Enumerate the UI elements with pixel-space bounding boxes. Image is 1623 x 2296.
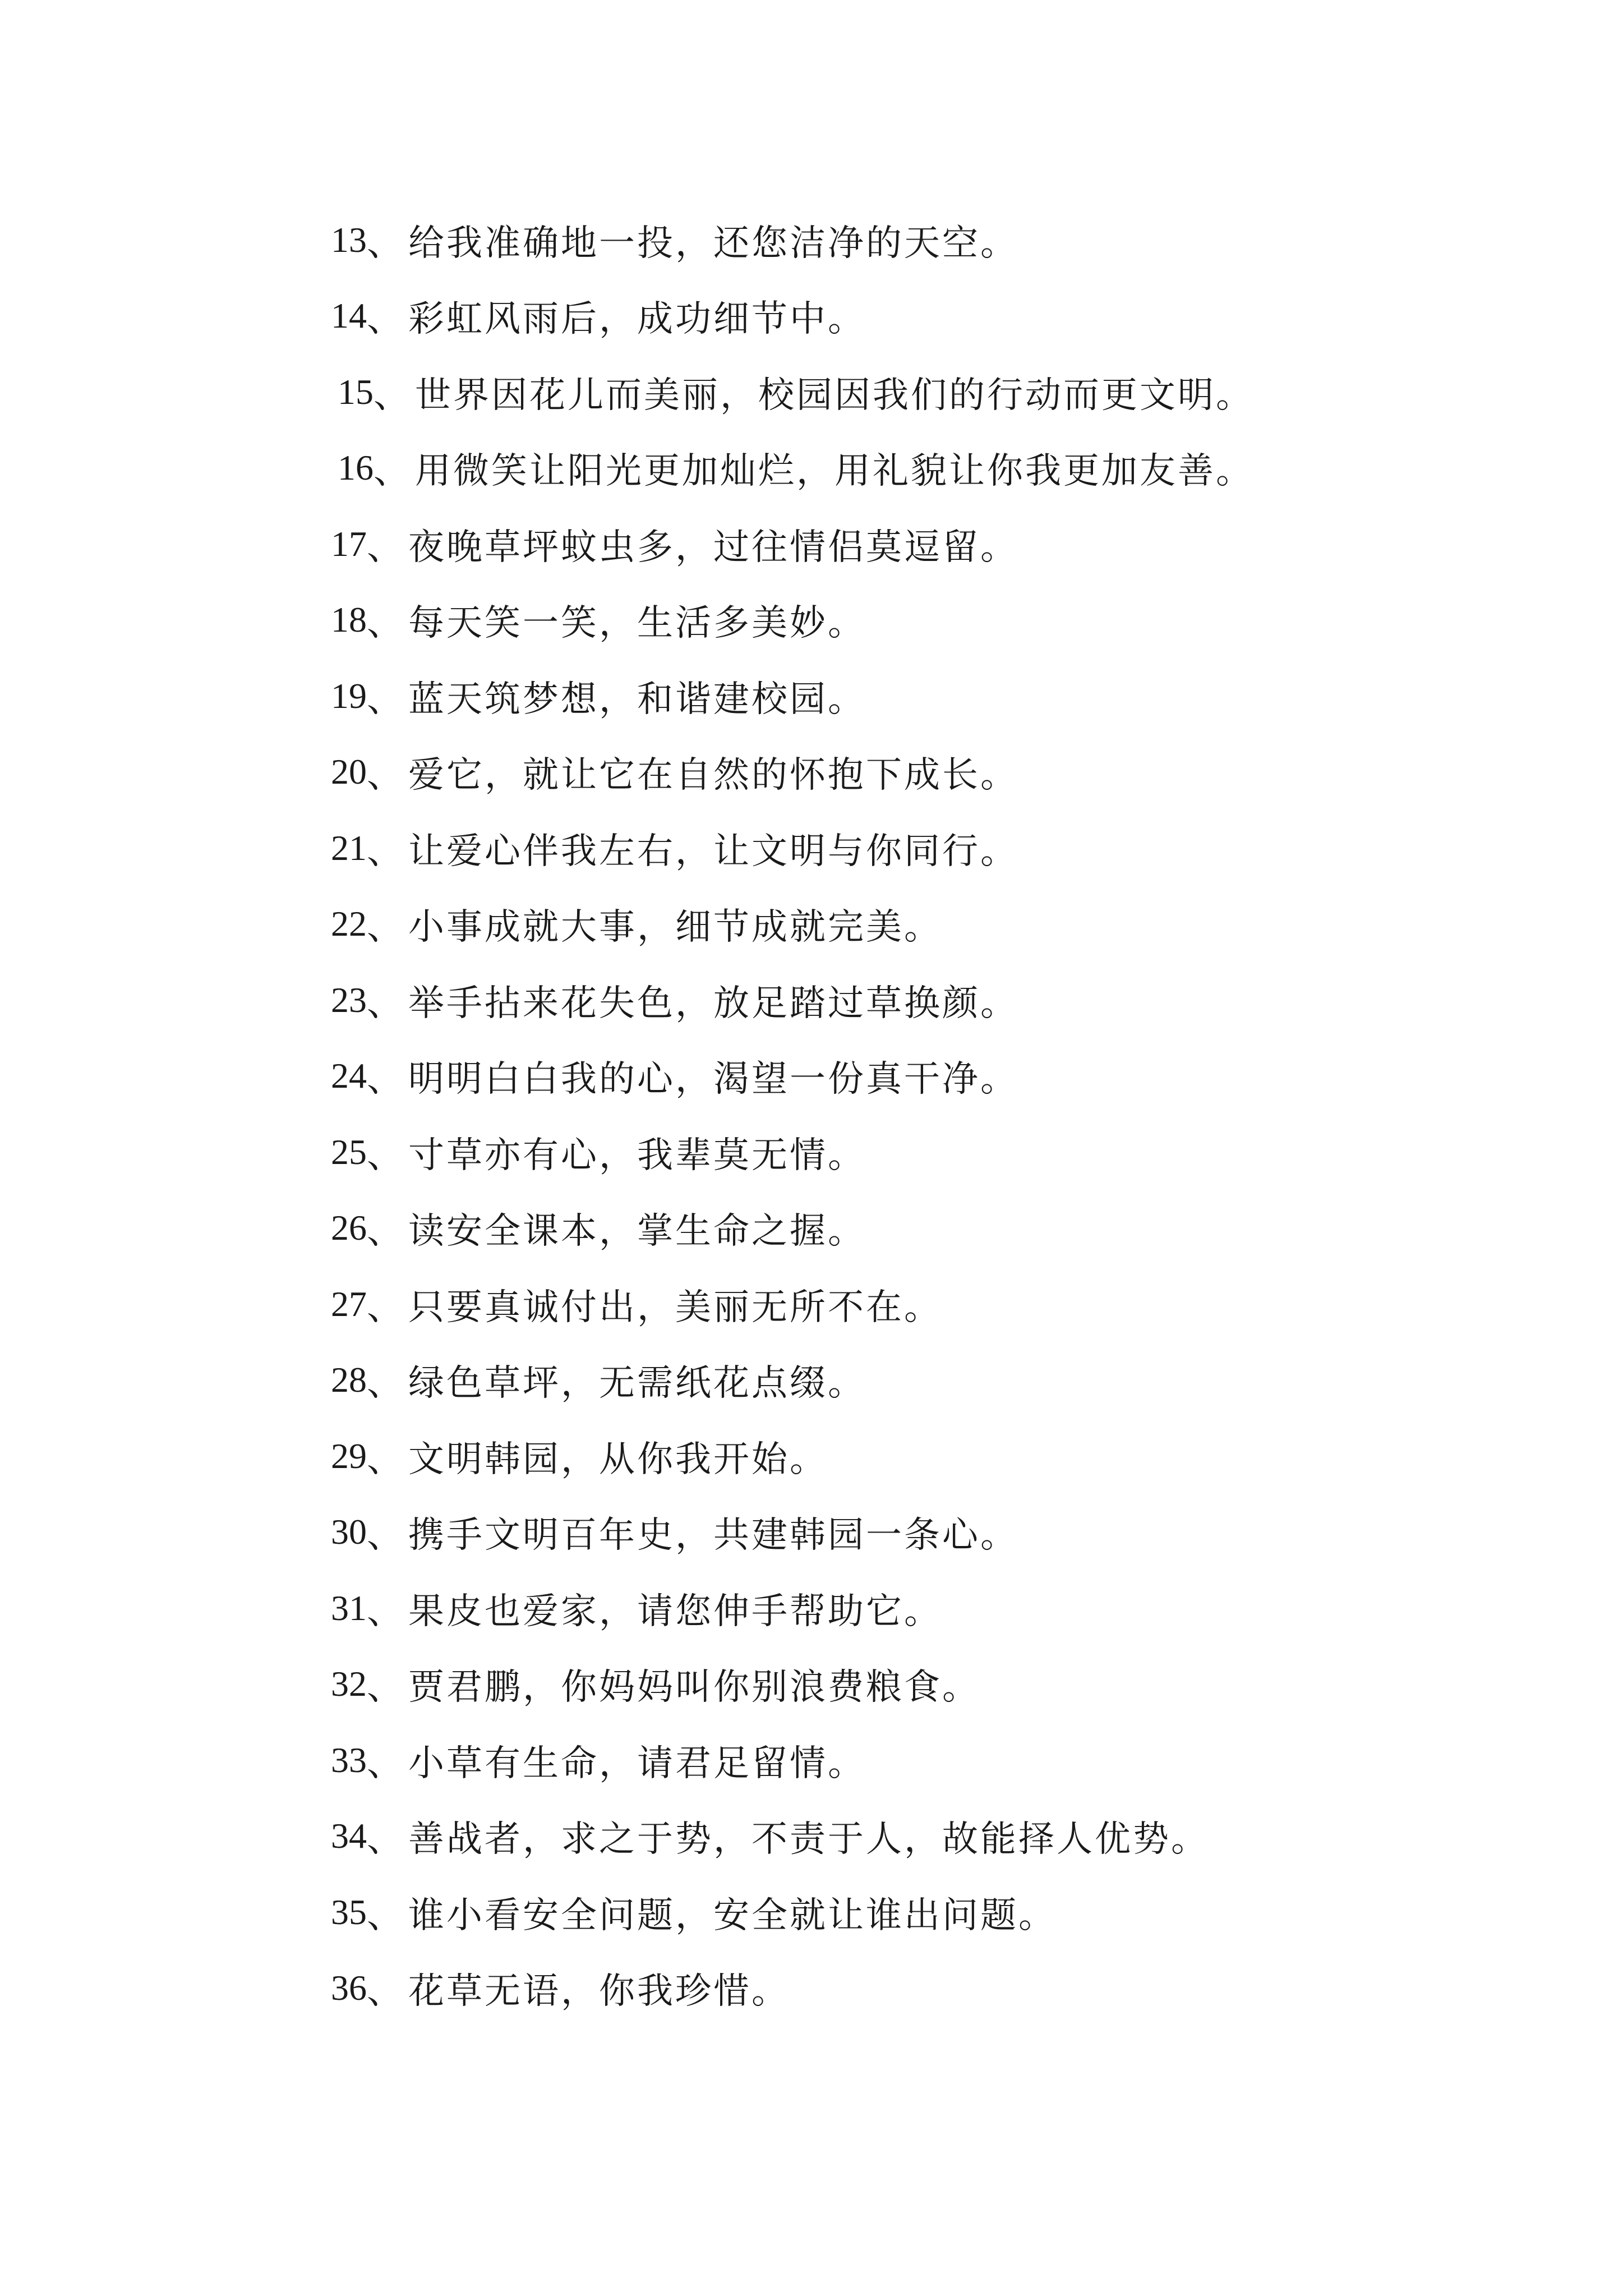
item-number: 13: [331, 219, 367, 260]
item-text: 花草无语，你我珍惜。: [408, 1971, 790, 2013]
item-separator: 、: [367, 1211, 405, 1253]
item-text: 小事成就大事，细节成就完美。: [408, 907, 942, 949]
list-item: [331, 1874, 1565, 1950]
item-text: 谁小看安全问题，安全就让谁出问题。: [408, 1894, 1057, 1936]
item-text: 明明白白我的心，渴望一份真干净。: [408, 1059, 1018, 1101]
item-separator: 、: [367, 1742, 405, 1784]
item-separator: 、: [367, 830, 405, 872]
item-separator: 、: [367, 1438, 405, 1480]
item-separator: 、: [367, 1515, 405, 1557]
list-item: [331, 886, 1565, 963]
item-number: 35: [331, 1892, 367, 1932]
list-item: [331, 810, 1565, 886]
item-separator: 、: [367, 678, 405, 720]
item-number: 15: [338, 371, 374, 412]
item-separator: 、: [367, 1134, 405, 1176]
item-text: 举手拈来花失色，放足踏过草换颜。: [408, 982, 1018, 1024]
list-item: [331, 734, 1565, 811]
item-number: 34: [331, 1816, 367, 1856]
item-text: 贾君鹏，你妈妈叫你别浪费粮食。: [408, 1667, 980, 1709]
item-number: 28: [331, 1360, 367, 1400]
item-number: 32: [331, 1664, 367, 1704]
item-text: 寸草亦有心，我辈莫无情。: [408, 1134, 866, 1176]
item-number: 14: [331, 296, 367, 336]
item-separator: 、: [367, 907, 405, 949]
list-item: [331, 354, 1565, 430]
list-item: [331, 1494, 1565, 1571]
item-text: 爱它，就让它在自然的怀抱下成长。: [408, 754, 1018, 797]
item-text: 让爱心伴我左右，让文明与你同行。: [408, 830, 1018, 872]
list-item: [331, 1722, 1565, 1798]
item-text: 携手文明百年史，共建韩园一条心。: [408, 1515, 1018, 1557]
item-separator: 、: [367, 222, 405, 264]
item-text: 用微笑让阳光更加灿烂，用礼貌让你我更加友善。: [415, 450, 1254, 493]
item-separator: 、: [367, 982, 405, 1024]
item-number: 33: [331, 1740, 367, 1780]
item-number: 27: [331, 1283, 367, 1324]
item-separator: 、: [367, 1971, 405, 2013]
item-separator: 、: [367, 1667, 405, 1709]
list-item: [331, 658, 1565, 734]
item-number: 20: [331, 752, 367, 792]
item-text: 文明韩园，从你我开始。: [408, 1438, 828, 1480]
list-item: [331, 1798, 1565, 1875]
item-number: 21: [331, 827, 367, 868]
item-text: 善战者，求之于势，不责于人，故能择人优势。: [408, 1819, 1209, 1861]
item-text: 只要真诚付出，美丽无所不在。: [408, 1286, 942, 1328]
item-number: 31: [331, 1588, 367, 1628]
item-text: 蓝天筑梦想，和谐建校园。: [408, 678, 866, 720]
list-item: [331, 202, 1565, 278]
list-item: [331, 1038, 1565, 1115]
item-separator: 、: [374, 374, 412, 416]
list-item: [331, 430, 1565, 507]
item-separator: 、: [367, 298, 405, 341]
slogan-list: [331, 202, 1565, 2026]
item-text: 小草有生命，请君足留情。: [408, 1742, 866, 1784]
item-separator: 、: [367, 526, 405, 568]
item-text: 果皮也爱家，请您伸手帮助它。: [408, 1590, 942, 1632]
item-separator: 、: [367, 1819, 405, 1861]
list-item: [331, 1190, 1565, 1267]
item-separator: 、: [367, 1059, 405, 1101]
item-number: 23: [331, 979, 367, 1020]
item-number: 18: [331, 600, 367, 640]
list-item: [331, 1418, 1565, 1494]
list-item: [331, 1950, 1565, 2027]
item-number: 26: [331, 1208, 367, 1248]
item-number: 19: [331, 675, 367, 716]
item-number: 36: [331, 1968, 367, 2008]
item-separator: 、: [367, 1894, 405, 1936]
item-text: 世界因花儿而美丽，校园因我们的行动而更文明。: [415, 374, 1254, 416]
list-item: [331, 278, 1565, 355]
item-number: 16: [338, 448, 374, 488]
list-item: [331, 1646, 1565, 1723]
item-text: 绿色草坪，无需纸花点缀。: [408, 1363, 866, 1405]
list-item: [331, 1342, 1565, 1419]
item-separator: 、: [367, 1286, 405, 1328]
item-separator: 、: [374, 450, 412, 493]
item-text: 给我准确地一投，还您洁净的天空。: [408, 222, 1018, 264]
list-item: [331, 506, 1565, 582]
item-separator: 、: [367, 1363, 405, 1405]
item-text: 夜晚草坪蚊虫多，过往情侣莫逗留。: [408, 526, 1018, 568]
item-separator: 、: [367, 602, 405, 645]
item-number: 17: [331, 523, 367, 564]
list-item: [331, 1114, 1565, 1190]
item-number: 22: [331, 904, 367, 944]
item-number: 30: [331, 1512, 367, 1552]
item-separator: 、: [367, 754, 405, 797]
list-item: [331, 962, 1565, 1038]
list-item: [331, 1266, 1565, 1342]
item-number: 24: [331, 1056, 367, 1096]
item-separator: 、: [367, 1590, 405, 1632]
list-item: [331, 1570, 1565, 1646]
item-text: 读安全课本，掌生命之握。: [408, 1211, 866, 1253]
list-item: [331, 582, 1565, 659]
item-number: 29: [331, 1435, 367, 1476]
item-text: 每天笑一笑，生活多美妙。: [408, 602, 866, 645]
item-number: 25: [331, 1131, 367, 1172]
item-text: 彩虹风雨后，成功细节中。: [408, 298, 866, 341]
